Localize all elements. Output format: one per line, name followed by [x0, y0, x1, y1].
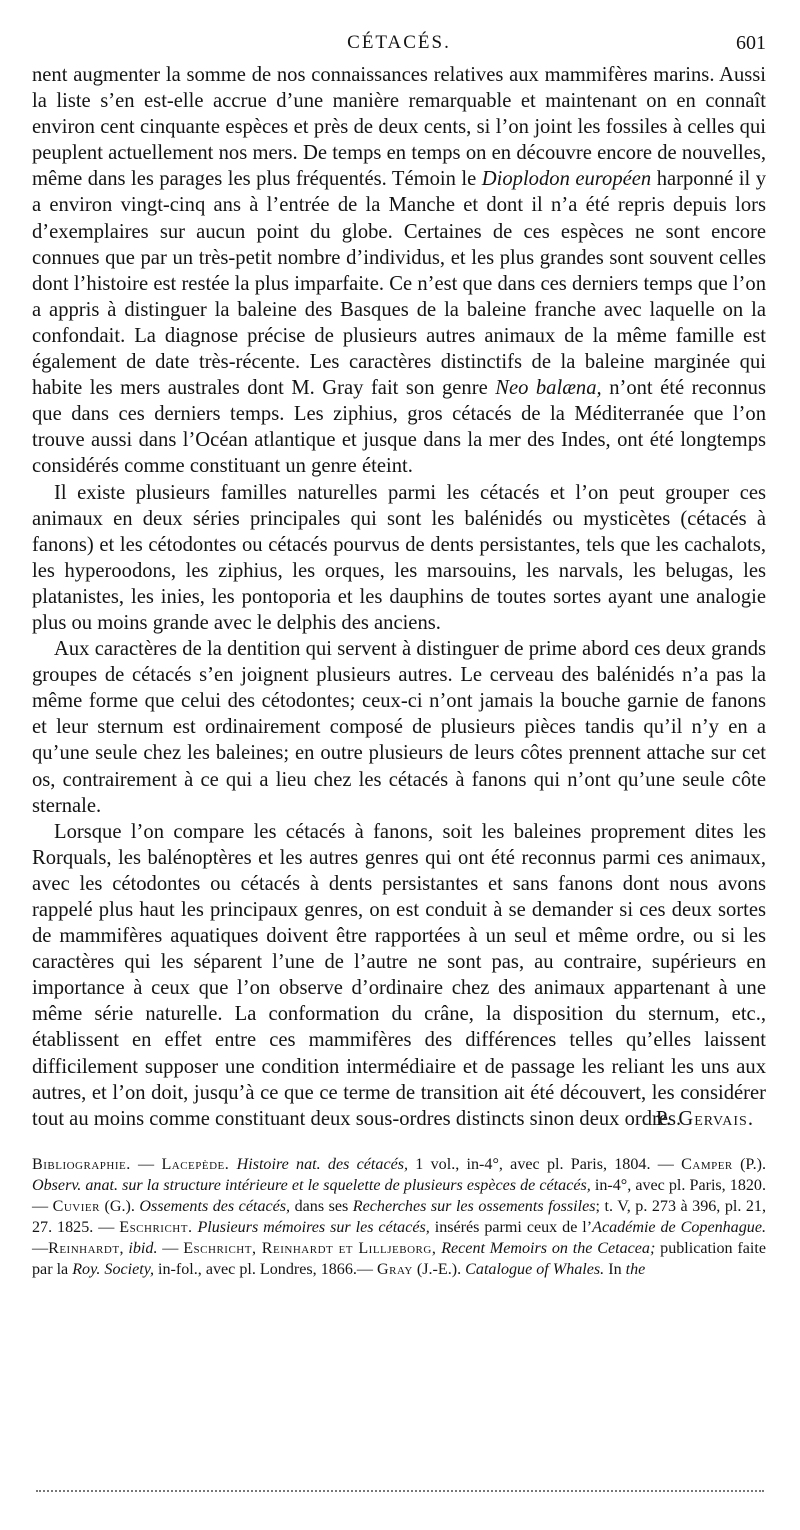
text-run: In — [604, 1260, 626, 1278]
text-run — [229, 1156, 236, 1173]
text-run: (J.-E.). — [412, 1260, 466, 1278]
page-header — [32, 28, 766, 62]
text-run: nent augmenter la somme de nos connaissances relatives aux mammifères marins. Aussi la liste s’en est-elle accrue d’une manière remarquable et maintenant on en connaît environ cent cinquante espèces et près de deux cents, si l’on joint les fossiles à celles qui peuplent actuellement nos mers. De temps en temps on en découvre encore de nouvelles, même dans les parages les plus fréquentés. Témoin le — [32, 64, 766, 191]
author-name: Cuvier — [52, 1197, 100, 1215]
paragraph-3: Aux caractères de la dentition qui servent à distinguer de prime abord ces deux grands groupes de cétacés s’en joignent plusieurs autres. Le cerveau des balénidés n’a pas la même forme que celui des cétodontes; ceux-ci n’ont jamais la bouche garnie de fanons et leur sternum est ordinairement composé de plusieurs pièces tandis qu’il n’y en a qu’une seule chez les baleines; en outre plusieurs de leurs côtes prennent attache sur cet os, contrairement à ce qui a lieu chez les cétacés à fanons qui n’ont qu’une seule côte sternale. — [32, 638, 766, 817]
work-title: Plusieurs mémoires sur les cétacés, — [197, 1218, 430, 1236]
paragraph-4: Lorsque l’on compare les cétacés à fanons, soit les baleines proprement dites les Rorquals, les balénoptères et les autres genres qui ont été reconnus parmi ces animaux, avec les cétodontes ou cétacés à dents persistantes et sans fanons dont nous avons rappelé plus haut les principaux genres, on est conduit à se demander si ces deux sortes de mammifères aquatiques doivent être rapportées à un seul et même ordre, ou si les caractères qui les séparent l’une de l’autre ne sont pas, au contraire, supérieurs en importance à ceux que l’on observe d’ordinaire chez des animaux appartenant à une même série naturelle. La conformation du crâne, la disposition du sternum, etc., établissent en effet entre ces mammifères des différences telles qu’elles laissent difficilement supposer une condition intermédiaire et de passage les reliant les uns aux autres, et l’on doit, jusqu’à ce que ce terme de transition ait été découvert, les considérer tout au moins comme constituant deux sous-ordres distincts sinon deux ordres. — [32, 820, 766, 1130]
author-name: Lacepède. — [161, 1155, 230, 1173]
work-title: Roy. Society, — [72, 1260, 154, 1278]
author-name: Eschricht. — [119, 1218, 193, 1236]
text-run: publication faite par la — [32, 1239, 766, 1278]
text-run: (P.). — [732, 1155, 766, 1173]
text-run: ; t. V, p. 273 à 396, pl. 21, 27. 1825. — — [32, 1197, 766, 1236]
work-title: Ossements des cétacés, — [139, 1197, 291, 1215]
text-run: in-4°, avec pl. Paris, 1820.— — [32, 1176, 766, 1215]
work-title: Recherches sur les ossements fossiles — [352, 1197, 596, 1215]
work-title: ibid. — [128, 1239, 158, 1257]
work-title: Recent Memoirs on the Cetacea; — [441, 1239, 656, 1257]
text-run: harponné il y a environ vingt-cinq ans à l’entrée de la Manche et dont il n’a été repris depuis lors d’exemplaires sur aucun point du globe. Certaines de ces espèces ne sont encore connues que par un très-petit nombre d’individus, et les plus grandes sont souvent celles dont l’histoire est restée la plus imparfaite. Ce n’est que dans ces derniers temps que l’on a appris à distinguer la baleine des Basques de la baleine franche avec laquelle on la confondait. La diagnose précise de plusieurs autres animaux de la même famille est également de date très-récente. Les caractères distinctifs de la baleine marginée qui habite les mers australes dont M. Gray fait son genre — [32, 168, 766, 400]
author-name: Reinhardt — [48, 1239, 120, 1257]
genus-name: Neo balæna, — [495, 377, 602, 400]
footer-dotted-rule — [36, 1490, 764, 1492]
work-title: Observ. anat. sur la structure intérieure et le squelette de plusieurs espèces de cétacés, — [32, 1176, 591, 1194]
work-title: Catalogue of Whales. — [465, 1260, 605, 1278]
author-name: Camper — [681, 1155, 733, 1173]
page-number: 601 — [736, 32, 766, 54]
text-run: — — [157, 1239, 184, 1257]
text-run: — — [130, 1155, 162, 1173]
author-signature: P. Gervais. — [655, 1107, 754, 1130]
text-run: (G.). — [99, 1197, 140, 1215]
bibliography — [32, 1154, 766, 1280]
bibliography-heading: Bibliographie. — [32, 1155, 131, 1173]
text-run: dans ses — [290, 1197, 353, 1215]
text-run: 1 vol., in-4°, avec pl. Paris, 1804. — — [408, 1155, 682, 1173]
running-title: CÉTACÉS. — [347, 32, 451, 53]
text-run: insérés parmi ceux de l’ — [429, 1218, 593, 1236]
work-title: the — [625, 1260, 646, 1278]
text-run: , — [119, 1239, 129, 1257]
author-name: Eschricht, Reinhardt et Lilljeborg, — [183, 1239, 437, 1257]
paragraph-1 — [32, 62, 766, 480]
text-run: n’ont été reconnus que dans ces derniers temps. Les ziphius, gros cétacés de la Méditerranée que l’on trouve aussi dans l’Océan atlantique et jusque dans la mer des Indes, ont été longtemps considérés comme constituant un genre éteint. — [32, 377, 766, 478]
species-name: Dioplodon européen — [481, 168, 652, 191]
book-page — [32, 28, 766, 1296]
author-name: Gray — [377, 1260, 413, 1278]
text-run: — — [32, 1239, 49, 1257]
work-title: Académie de Copenhague. — [592, 1218, 766, 1236]
paragraph-2: Il existe plusieurs familles naturelles parmi les cétacés et l’on peut grouper ces animaux en deux séries principales qui sont les balénidés ou mysticètes (cétacés à fanons) et les cétodontes ou cétacés pourvus de dents persistantes, tels que les cachalots, les hyperoodons, les ziphius, les orques, les marsouins, les narvals, les belugas, les platanistes, les inies, les pontoporia et les dauphins de toutes sortes ayant une analogie plus ou moins grande avec le delphis des anciens. — [32, 481, 766, 634]
text-run: in-fol., avec pl. Londres, 1866.— — [154, 1260, 378, 1278]
work-title: Histoire nat. des cétacés, — [236, 1155, 409, 1173]
